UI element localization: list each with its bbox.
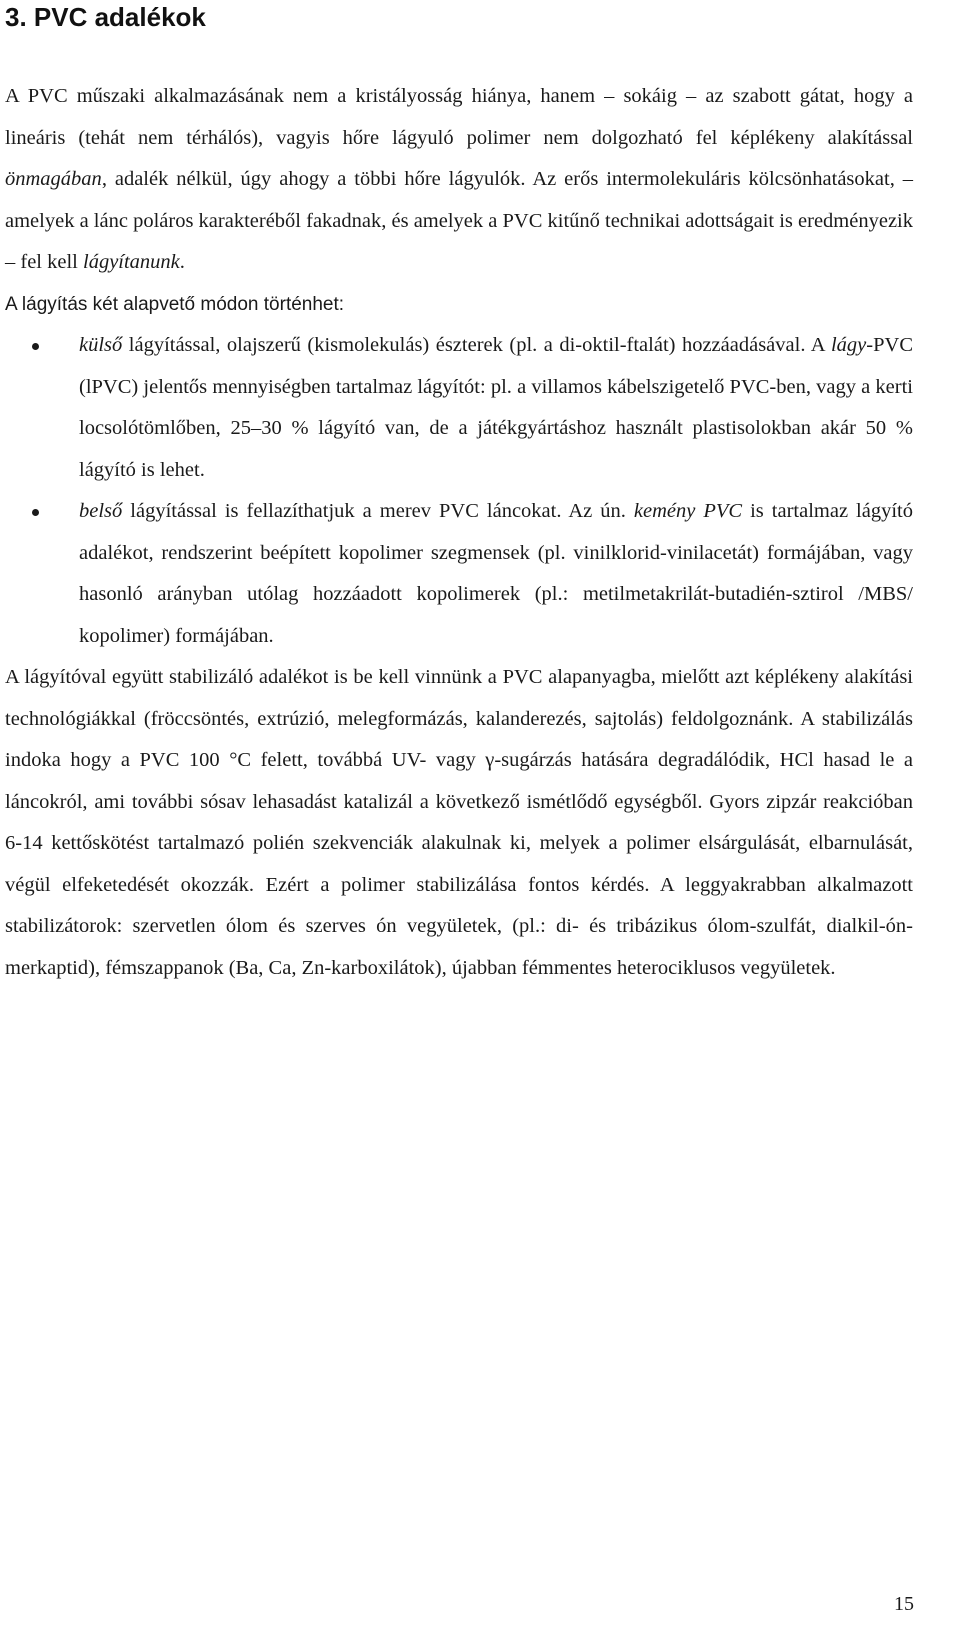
method-text-1: lágyítással, olajszerű (kismolekulás) észterek (pl. a di-oktil-ftalát) hozzáadásával. A xyxy=(122,334,831,356)
methods-intro: A lágyítás két alapvető módon történhet: xyxy=(5,293,345,315)
method-text-2: -PVC (lPVC) jelentős mennyiségben tartalmaz lágyítót: pl. a villamos kábelszigetelő PVC-ben, vagy a kerti locsolótömlőben, 25–30 % lágyító van, de a játékgyártáshoz használt plastisolokban akár 50 % lágyító is lehet. xyxy=(79,334,913,481)
page-number: 15 xyxy=(894,1593,914,1615)
list-item-external-plasticizing xyxy=(5,325,913,491)
bullet-icon xyxy=(32,509,39,516)
method-lead: külső xyxy=(79,334,123,356)
intro-text-2: , adalék nélkül, úgy ahogy a többi hőre lágyulók. Az erős intermolekuláris kölcsönhatásokat, – amelyek a lánc poláros karakteréből fakadnak, és amelyek a PVC kitűnő technikai adottságait is eredményezik – fel kell xyxy=(5,168,913,273)
intro-text-1: A PVC műszaki alkalmazásának nem a kristályosság hiánya, hanem – sokáig – az szabott gátat, hogy a lineáris (tehát nem térhálós), vagyis hőre lágyuló polimer nem dolgozható fel képlékeny alakítással xyxy=(5,85,913,149)
methods-list xyxy=(5,325,913,657)
section-heading: 3. PVC adalékok xyxy=(5,2,206,32)
intro-emphasis-2: lágyítanunk xyxy=(83,251,180,273)
method-text-1: lágyítással is fellazíthatjuk a merev PVC láncokat. Az ún. xyxy=(122,500,634,522)
method-text-2: is tartalmaz lágyító adalékot, rendszerint beépített kopolimer szegmensek (pl. vinilklorid-vinilacetát) formájában, vagy hasonló arányban utólag hozzáadott kopolimerek (pl.: metilmetakrilát-butadién-sztirol /MBS/ kopolimer) formájában. xyxy=(79,500,913,647)
stabilization-paragraph: A lágyítóval együtt stabilizáló adalékot is be kell vinnünk a PVC alapanyagba, mielőtt azt képlékeny alakítási technológiákkal (fröccsöntés, extrúzió, melegformázás, kalanderezés, sajtolás) feldolgoznánk. A stabilizálás indoka hogy a PVC 100 °C felett, továbbá UV- vagy γ-sugárzás hatására degradálódik, HCl hasad le a láncokról, ami további sósav lehasadást katalizál a következő ismétlődő egységből. Gyors zipzár reakcióban 6-14 kettőskötést tartalmazó polién szekvenciák alakulnak ki, melyek a polimer elsárgulását, elbarnulását, végül elfeketedését okozzák. Ezért a polimer stabilizálása fontos kérdés. A leggyakrabban alkalmazott stabilizátorok: szervetlen ólom és szerves ón vegyületek, (pl.: di- és tribázikus ólom-szulfát, dialkil-ón-merkaptid), fémszappanok (Ba, Ca, Zn-karboxilátok), újabban fémmentes heterociklusos vegyületek. xyxy=(5,666,913,979)
bullet-icon xyxy=(32,343,39,350)
intro-text-3: . xyxy=(179,251,185,273)
method-emphasis: lágy xyxy=(830,334,867,356)
method-emphasis: kemény PVC xyxy=(633,500,743,522)
body-text xyxy=(5,76,913,989)
list-item-internal-plasticizing xyxy=(5,491,913,657)
method-lead: belső xyxy=(79,500,123,522)
intro-emphasis-1: önmagában xyxy=(5,168,102,190)
intro-paragraph xyxy=(5,76,913,284)
